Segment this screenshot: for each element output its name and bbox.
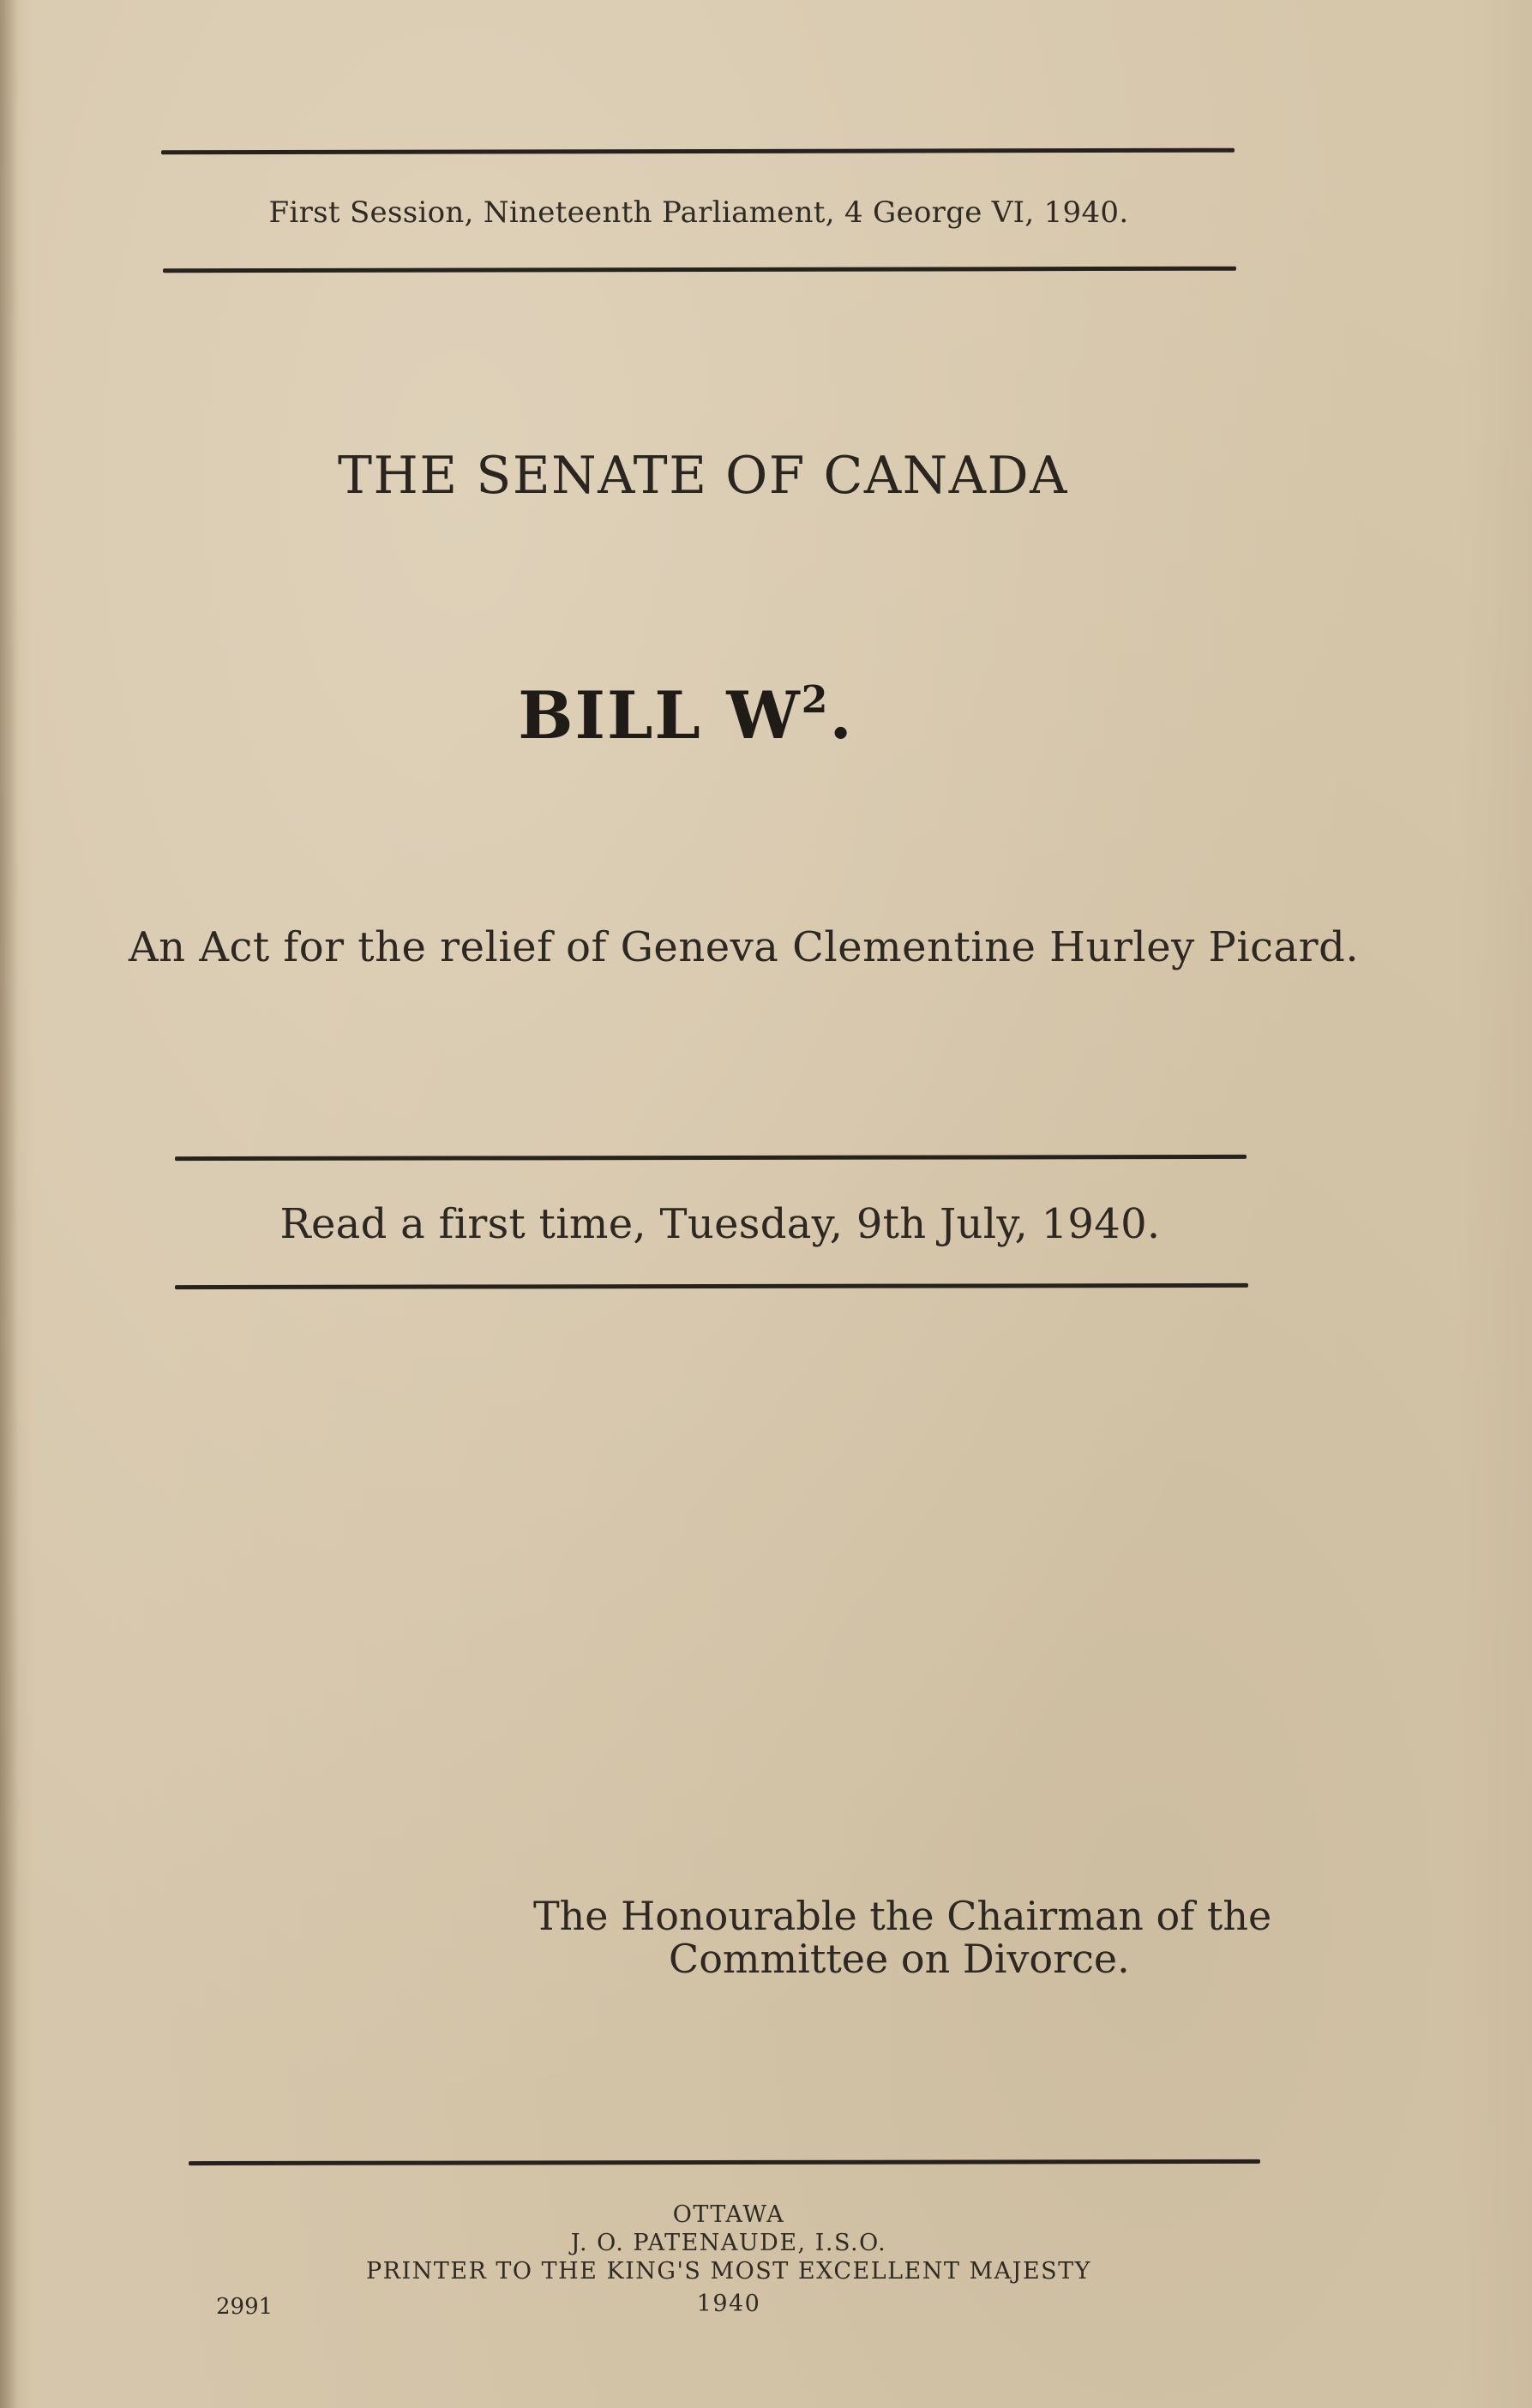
bill-title — [309, 677, 1063, 754]
reading-top-rule — [175, 1155, 1247, 1161]
imprint-rule — [189, 2159, 1260, 2165]
bill-label: BILL W — [518, 677, 802, 754]
session-rule — [163, 267, 1236, 273]
act-description: An Act for the relief of Geneva Clementine Hurley Picard. — [129, 923, 1360, 971]
imprint-printer: J. O. PATENAUDE, I.S.O. — [570, 2230, 887, 2256]
bill-superscript: 2 — [801, 678, 830, 722]
imprint-title: PRINTER TO THE KING'S MOST EXCELLENT MAJESTY — [365, 2258, 1091, 2285]
sponsor-line-2: Committee on Divorce. — [669, 1936, 1130, 1982]
sponsor-line-1: The Honourable the Chairman of the — [533, 1893, 1272, 1939]
imprint-year: 1940 — [696, 2291, 761, 2317]
senate-heading: THE SENATE OF CANADA — [338, 446, 1068, 506]
first-reading-line: Read a first time, Tuesday, 9th July, 1940. — [279, 1200, 1161, 1248]
print-number: 2991 — [216, 2294, 273, 2320]
session-line: First Session, Nineteenth Parliament, 4 George VI, 1940. — [268, 195, 1129, 230]
reading-bottom-rule — [175, 1283, 1248, 1289]
imprint-city: OTTAWA — [672, 2201, 785, 2228]
bill-suffix: . — [829, 677, 854, 754]
top-rule — [161, 148, 1235, 155]
page-edge-shadow — [0, 0, 19, 2408]
